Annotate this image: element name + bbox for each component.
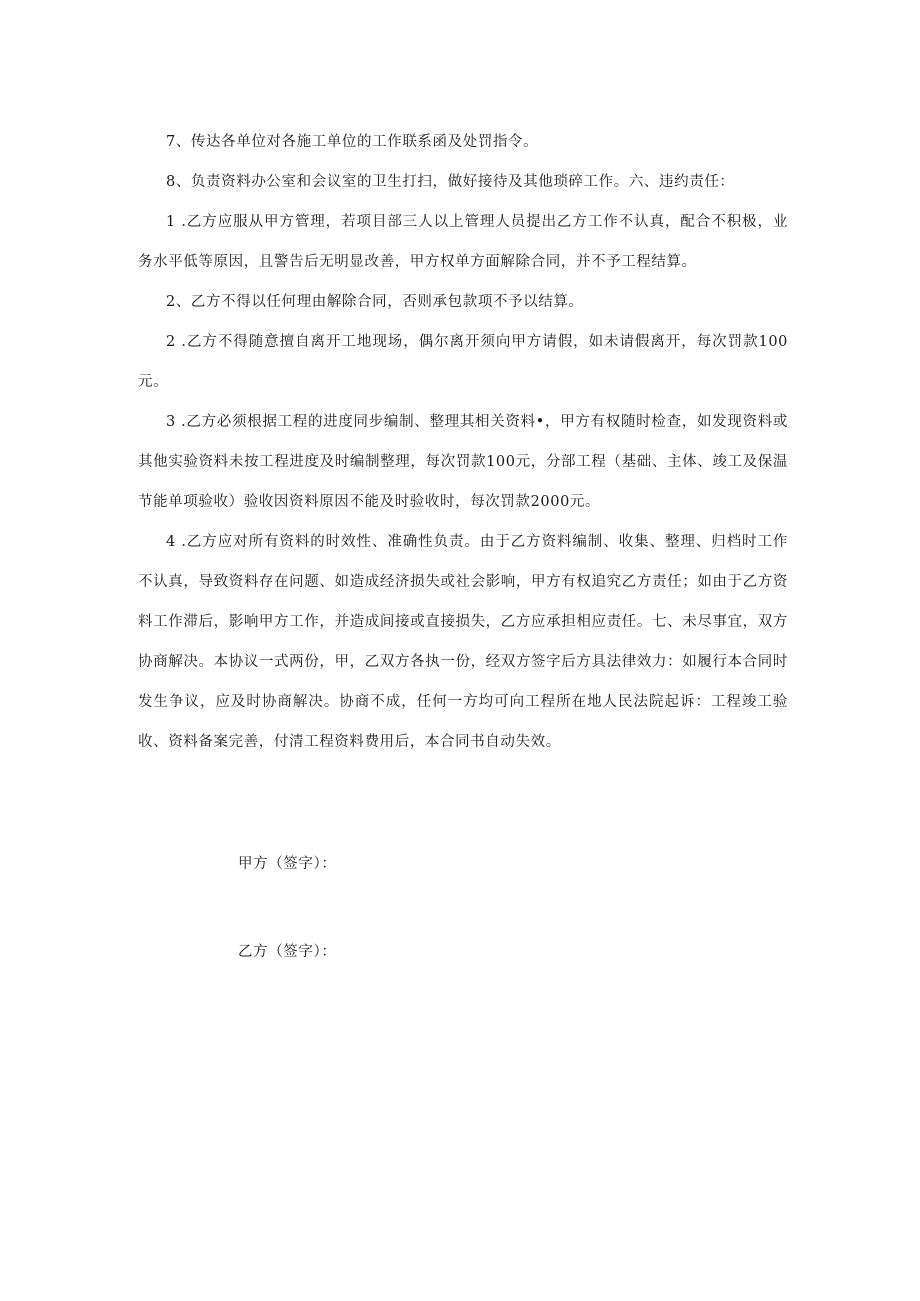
clause-7-duty: 7、传达各单位对各施工单位的工作联系函及处罚指令。 (166, 134, 539, 150)
clause-8-duty: 8、负责资料办公室和会议室的卫生打扫，做好接待及其他琐碎工作。六、违约责任： (166, 174, 735, 190)
contract-body (138, 122, 788, 762)
breach-clause-1: 1 .乙方应服从甲方管理，若项目部三人以上管理人员提出乙方工作不认真，配合不积极，业务水平低等原因，且警告后无明显改善，甲方权单方面解除合同，并不予工程结算。 (138, 214, 788, 270)
party-b-signature-label: 乙方（签字）： (238, 944, 337, 960)
breach-clause-2: 2、乙方不得以任何理由解除合同，否则承包款项不予以结算。 (166, 294, 584, 310)
party-a-signature-label: 甲方（签字）： (238, 856, 337, 872)
breach-clause-2b: 2 .乙方不得随意擅自离开工地现场，偶尔离开须向甲方请假，如未请假离开，每次罚款100元。 (138, 334, 788, 390)
breach-clause-4: 4 .乙方应对所有资料的时效性、准确性负责。由于乙方资料编制、收集、整理、归档时工作不认真，导致资料存在问题、如造成经济损失或社会影响，甲方有权追究乙方责任；如由于乙方资料工作滞后，影响甲方工作，并造成间接或直接损失，乙方应承担相应责任。七、未尽事宜，双方协商解决。本协议一式两份，甲，乙双方各执一份，经双方签字后方具法律效力：如履行本合同时发生争议，应及时协商解决。协商不成，任何一方均可向工程所在地人民法院起诉：工程竣工验收、资料备案完善，付清工程资料费用后，本合同书自动失效。 (138, 534, 788, 750)
breach-clause-3: 3 .乙方必须根据工程的进度同步编制、整理其相关资料•，甲方有权随时检查，如发现资料或其他实验资料未按工程进度及时编制整理，每次罚款100元，分部工程（基础、主体、竣工及保温节能单项验收）验收因资料原因不能及时验收时，每次罚款2000元。 (138, 414, 788, 510)
